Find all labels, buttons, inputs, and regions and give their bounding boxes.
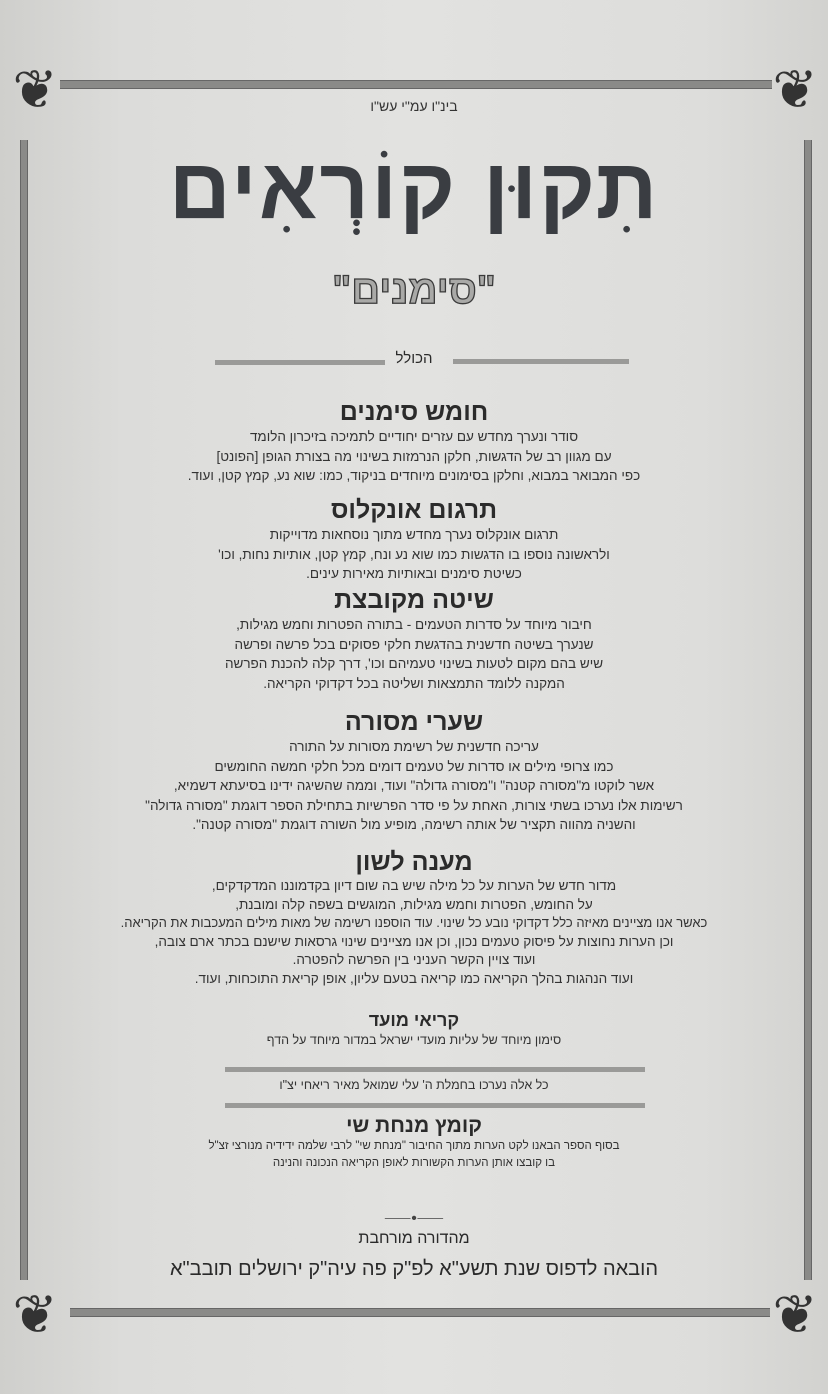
section-line: כמו צרופי מילים או סדרות של טעמים דומים מכל חלקי חמשה החומשים xyxy=(214,758,614,774)
section-line: המקנה ללומד התמצאות ושליטה בכל דקדוקי הקריאה. xyxy=(263,675,565,691)
section-line: סודר ונערך מחדש עם עזרים יחודיים לתמיכה בזיכרון הלומד xyxy=(249,429,579,444)
ornate-corner-icon: ❦ xyxy=(772,1285,818,1345)
section-heading: קומץ מנחת שי xyxy=(346,1114,482,1137)
section-targum xyxy=(0,496,828,584)
ornate-corner-icon: ❦ xyxy=(12,60,58,120)
section-line: כשיטת סימנים ובאותיות מאירות עינים. xyxy=(306,566,522,581)
section-line: כאשר אנו מציינים מאיזה כלל דקדוקי נובע כל שינוי. עוד הוספנו רשימה של מאות מילים המעכבות את הקריאה. xyxy=(120,915,708,930)
edition-label: מהדורה מורחבת xyxy=(358,1230,470,1247)
frame-bottom-bar xyxy=(70,1308,770,1317)
section-line: שנערך בשיטה חדשנית בהדגשת חלקי פסוקים בכל פרשה ופרשה xyxy=(234,636,594,652)
section-heading: קריאי מועד xyxy=(368,1010,460,1030)
divider xyxy=(225,1067,645,1072)
section-line: כפי המבואר במבוא, וחלקן בסימונים מיוחדים בניקוד, כמו: שוא נע, קמץ קטן, ועוד. xyxy=(187,468,641,483)
section-line: וכן הערות נחוצות על פיסוק טעמים נכון, וכן אנו מציינים שינוי גרסאות שישנם בכתר ארם צובה, xyxy=(154,933,674,949)
page-title: תִקוּן קוֹרְאִים xyxy=(168,141,660,237)
ornate-corner-icon: ❦ xyxy=(772,60,818,120)
section-line: שיש בהם מקום לטעות בשינוי טעמיהם וכו', דרך קלה להכנת הפרשה xyxy=(224,656,604,671)
section-masora xyxy=(0,708,828,835)
section-line: ועוד הנהגות בהלך הקריאה כמו קריאה בטעם עליון, אופן קריאת התוכחות, ועוד. xyxy=(194,970,634,986)
section-line: תרגום אונקלוס נערך מחדש מתוך נוסחאות מדוייקות xyxy=(269,527,559,542)
section-maane xyxy=(0,848,828,988)
section-line: והשניה מהווה תקציר של אותה רשימה, מופיע מול השורה דוגמת "מסורה קטנה". xyxy=(192,817,636,832)
section-line: ועוד צויין הקשר העניני בין הפרשה להפטרה. xyxy=(292,952,536,967)
section-line: עם מגוון רב של הדגשות, חלקן הנרמזות בשינוי מה בצורת הגופן [הפונט] xyxy=(216,448,612,464)
section-heading: שערי מסורה xyxy=(344,708,484,736)
ornate-corner-icon: ❦ xyxy=(12,1285,58,1345)
section-kriei-moed xyxy=(0,1010,828,1051)
section-shita xyxy=(0,586,828,693)
section-line: בסוף הספר הבאנו לקט הערות מתוך החיבור "מנחת שי" לרבי שלמה ידידיה מנורצי זצ"ל xyxy=(208,1140,620,1152)
section-line: סימון מיוחד של עליות מועדי ישראל במדור מיוחד על הדף xyxy=(266,1033,562,1047)
subtitle: "סימנים" xyxy=(332,268,496,312)
section-line: חיבור מיוחד על סדרות הטעמים - בתורה הפטרות וחמש מגילות, xyxy=(236,617,592,632)
section-heading: מענה לשון xyxy=(355,848,473,876)
divider xyxy=(225,1103,645,1108)
section-chumash xyxy=(0,398,828,486)
frame-top-bar xyxy=(60,80,772,89)
section-line: אשר לוקטו מ"מסורה קטנה" ו"מסורה גדולה" ועוד, וממה שהשיגה ידינו בסיעתא דשמיא, xyxy=(173,778,655,793)
credit-line: כל אלה נערכו בחמלת ה' עלי שמואל מאיר ריאחי יצ"ו xyxy=(279,1078,549,1092)
section-heading: שיטה מקובצת xyxy=(334,586,494,614)
section-line: עריכה חדשנית של רשימת מסורות על התורה xyxy=(289,739,539,754)
imprint-line: הובאה לדפוס שנת תשע"א לפ"ק פה עיה"ק ירושלים תובב"א xyxy=(169,1258,659,1280)
section-line: מדור חדש של הערות על כל מילה שיש בה שום דיון בקדמוננו המדקדקים, xyxy=(211,878,617,893)
section-heading: חומש סימנים xyxy=(339,398,489,426)
includes-label: הכולל xyxy=(395,350,433,367)
section-line: על החומש, הפטרות וחמש מגילות, המוגשים בשפה קלה ומובנת, xyxy=(235,896,593,912)
section-appendix xyxy=(0,1114,828,1172)
section-line: בו קובצו אותן הערות הקשורות לאופן הקריאה הנכונה והנינה xyxy=(272,1157,556,1169)
section-line: ולראשונה נוספו בו הדגשות כמו שוא נע ונח, קמץ קטן, אותיות נחות, וכו' xyxy=(218,546,610,562)
section-line: רשימות אלו נערכו בשתי צורות, האחת על פי סדר הפרשיות בתחילת הספר דוגמת "מסורה גדולה" xyxy=(145,797,683,813)
divider-ornament-icon: ⸺•⸺ xyxy=(384,1210,444,1227)
top-blessing: בינ"ו עמ"י עש"ו xyxy=(370,98,458,114)
section-heading: תרגום אונקלוס xyxy=(330,496,498,524)
